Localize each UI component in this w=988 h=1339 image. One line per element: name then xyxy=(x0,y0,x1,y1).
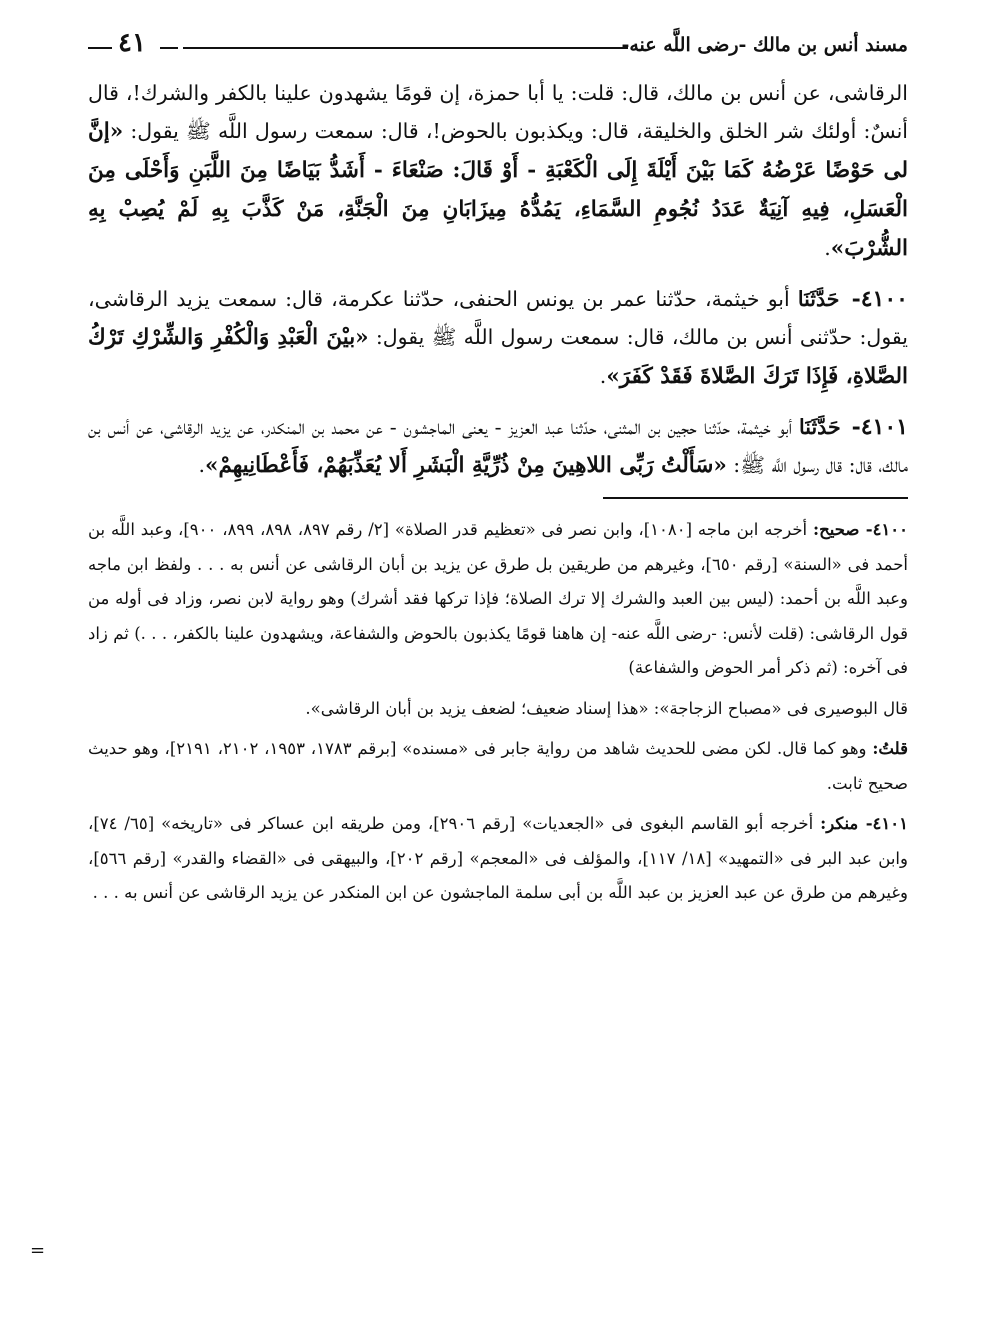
footnote-label: ٤١٠٠- صحيح: xyxy=(812,520,909,539)
qultu-label: قلتُ: xyxy=(872,739,908,758)
header-rule xyxy=(183,47,628,49)
haddathana: حَدَّثَنَا xyxy=(797,287,840,311)
haddathana: حَدَّثَنَا xyxy=(799,415,841,439)
running-title: مسند أنس بن مالك -رضى اللَّه عنه- xyxy=(621,34,908,56)
hadith-number: ٤١٠١- xyxy=(851,414,908,440)
footnote-divider xyxy=(603,497,908,499)
qultu-note xyxy=(88,732,908,801)
footnote-label: ٤١٠١- منكر: xyxy=(820,814,908,833)
hadith-4099-tail xyxy=(88,74,908,268)
hadith-quote: «سَأَلْتُ رَبِّى اللاهِينَ مِنْ ذُرِّيَّةِ الْبَشَرِ أَلا يُعَذِّبَهُمْ، فَأَعْطَانِيهِمْ» xyxy=(205,453,727,478)
hadith-4100 xyxy=(88,280,908,396)
footnote-text: أخرجه أبو القاسم البغوى فى «الجعديات» [رقم ٢٩٠٦]، ومن طريقه ابن عساكر فى «تاريخه» [٦٥/ ٧٤]، وابن عبد البر فى «التمهيد» [١٨/ ١١٧]، والمؤلف فى «المعجم» [رقم ٢٠٢]، والبيهقى فى «القضاء والقدر» [رقم ٥٦٦]، وغيرهم من طرق عن عبد العزيز بن عبد اللَّه بن أبى سلمة الماجشون عن ابن المنكدر عن يزيد الرقاشى عن أنس به . . . xyxy=(88,814,908,902)
header-dash xyxy=(160,47,178,49)
busiri-quote: قال البوصيرى فى «مصباح الزجاجة»: «هذا إسناد ضعيف؛ لضعف يزيد بن أبان الرقاشى». xyxy=(305,698,908,718)
hadith-text: الرقاشى، عن أنس بن مالك، قال: قلت: يا أبا حمزة، إن قومًا يشهدون علينا بالكفر والشرك!، قال أنسٌ: أولئك شر الخلق والخليقة، قال: ويكذبون بالحوض!، قال: سمعت رسول اللَّه ﷺ يقول: xyxy=(88,81,908,143)
hadith-4101 xyxy=(88,408,908,485)
footnote-4100 xyxy=(88,513,908,686)
hadith-text: أبو خيثمة، حدّثنا عمر بن يونس الحنفى، حدّثنا عكرمة، قال: سمعت يزيد الرقاشى، يقول: حدّثنى أنس بن مالك، قال: سمعت رسول اللَّه ﷺ يقول: xyxy=(88,287,908,349)
hadith-end: . xyxy=(824,236,831,260)
page-header xyxy=(88,28,908,68)
continuation-mark: = xyxy=(30,1240,46,1261)
page-number: ٤١ xyxy=(118,28,146,58)
main-text xyxy=(88,74,908,485)
hadith-text: أبو خيثمة، حدّثنا حجين بن المثنى، حدّثنا عبد العزيز - يعنى الماجشون - عن محمد بن المنكدر، عن يزيد الرقاشى، عن أنس بن مالك، قال: قال رسول اللَّه ﷺ: xyxy=(88,415,908,477)
hadith-end: . xyxy=(599,364,607,388)
footnotes xyxy=(88,513,908,911)
qultu-text: وهو كما قال. لكن مضى للحديث شاهد من رواية جابر فى «مسنده» [برقم ١٧٨٣، ١٩٥٣، ٢١٠٢، ٢١٩١]، وهو حديث صحيح ثابت. xyxy=(88,739,908,793)
footnote-4101 xyxy=(88,807,908,911)
hadith-number: ٤١٠٠- xyxy=(851,286,908,312)
hadith-quote: «إنَّ لى حَوْضًا عَرْضُهُ كَمَا بَيْنَ أَيْلَةَ إِلَى الْكَعْبَةِ - أَوْ قَالَ: صَنْعَاءَ - أَشَدُّ بَيَاضًا مِنَ اللَّبَنِ وَأَحْلَى مِنَ الْعَسَلِ، فِيهِ آنِيَةٌ عَدَدُ نُجُومِ السَّمَاءِ، يَمُدُّهُ مِيزَابَانِ مِنَ الْجَنَّةِ، مَنْ كَذَّبَ بِهِ لَمْ يُصِبْ بِهِ الشُّرْبَ» xyxy=(88,119,908,261)
hadith-quote: «بيْنَ الْعَبْدِ وَالْكُفْرِ وَالشِّرْكِ تَرْكُ الصَّلاةِ، فَإِذَا تَرَكَ الصَّلاةَ فَقَدْ كَفَرَ» xyxy=(88,325,908,389)
hadith-end: . xyxy=(198,453,205,477)
header-dash xyxy=(88,47,112,49)
footnote-text: أخرجه ابن ماجه [١٠٨٠]، وابن نصر فى «تعظيم قدر الصلاة» [٢/ رقم ٨٩٧، ٨٩٨، ٨٩٩، ٩٠٠]، وعبد اللَّه بن أحمد فى «السنة» [رقم ٦٥٠]، وغيرهم من طريقين بل طرق عن يزيد بن أبان الرقاشى عن أنس به . . . ولفظ ابن ماجه وعبد اللَّه بن أحمد: (ليس بين العبد والشرك إلا ترك الصلاة؛ فإذا تركها فقد أشرك) وهو رواية لابن نصر، وزاد فى أوله من قول الرقاشى: (قلت لأنس: -رضى اللَّه عنه- إن هاهنا قومًا يكذبون بالحوض والشفاعة، ويشهدون علينا بالكفر، . . .) ثم زاد فى آخره: (ثم ذكر أمر الحوض والشفاعة) xyxy=(88,520,908,677)
document-page xyxy=(88,28,908,917)
